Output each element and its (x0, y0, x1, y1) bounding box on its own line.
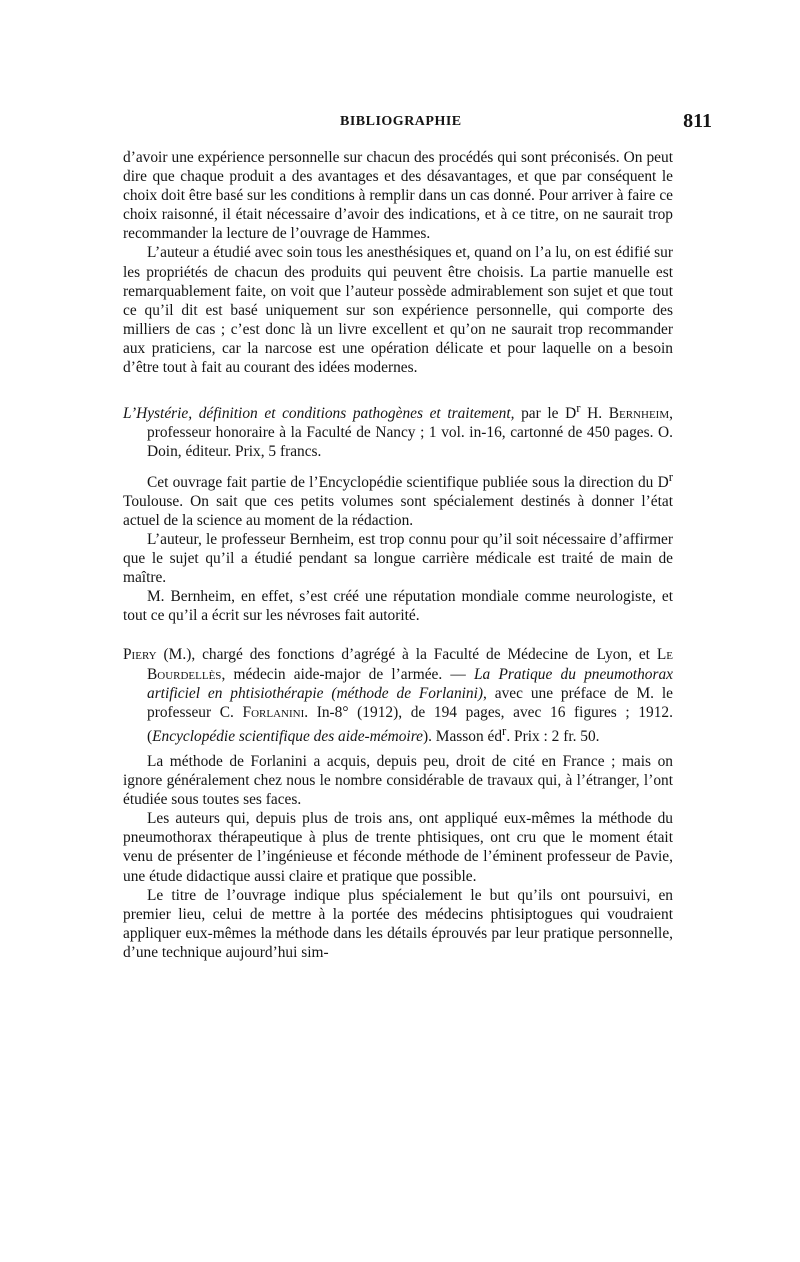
entry-text: par le D (514, 405, 577, 423)
entry-text: , avec une préface de M. le professeur C. (147, 684, 673, 721)
book-title: L’Hystérie, définition et conditions pathogènes et traitement, (123, 405, 515, 423)
author-name: Le Bourdellès (147, 646, 673, 683)
page-body (123, 148, 673, 962)
entry-text: , professeur honoraire à la Faculté de Nancy ; 1 vol. in-16, cartonné de 450 pages. O. Doin, éditeur. Prix, 5 francs. (147, 405, 673, 461)
author-name: Forlanini (242, 703, 305, 721)
bibliographic-entry-hysterie (123, 399, 673, 461)
entry-text: H. (580, 405, 609, 423)
author-name: Bernheim (608, 405, 670, 423)
entry-text: , médecin aide-major de l’armée. — (221, 665, 474, 683)
entry-text: . Prix : 2 fr. 50. (506, 727, 600, 745)
book-title: La Pratique du pneumothorax artificiel en phtisiothérapie (méthode de Forlanini) (147, 665, 673, 702)
section-gap (123, 377, 673, 399)
review-paragraph: L’auteur, le professeur Bernheim, est trop connu pour qu’il soit nécessaire d’affirmer que le sujet qu’il a étudié pendant sa longue carrière médicale est traité de main de maître. (123, 530, 673, 587)
page-number: 811 (683, 110, 712, 132)
review-paragraph: Les auteurs qui, depuis plus de trois ans, ont appliqué eux-mêmes la méthode du pneumothorax thérapeutique à plus de trente phtisiques, ont cru que le moment était venu de présenter de l’ingénieuse et féconde méthode de l’éminent professeur de Pavie, une étude didactique aussi claire et pratique que possible. (123, 810, 673, 885)
paragraph-text: Toulouse. On sait que ces petits volumes sont spécialement destinés à donner l’état actuel de la science au moment de la rédaction. (123, 492, 673, 529)
page-header (150, 110, 712, 136)
paragraph-text: Cet ouvrage fait partie de l’Encyclopédie scientifique publiée sous la direction du D (147, 473, 669, 491)
superscript: r (668, 469, 673, 484)
superscript: r (502, 723, 507, 738)
entry-text: (M.), chargé des fonctions d’agrégé à la Faculté de Médecine de Lyon, et (156, 646, 657, 664)
review-paragraph: Le titre de l’ouvrage indique plus spécialement le but qu’ils ont poursuivi, en premier lieu, celui de mettre à la portée des médecins phtisiptogues qui voudraient appliquer eux-mêmes la méthode dans les détails éprouvés par leur pratique personnelle, d’une technique aujourd’hui sim- (123, 886, 673, 961)
review-paragraph: L’auteur a étudié avec soin tous les anesthésiques et, quand on l’a lu, on est édifié sur les propriétés de chacun des produits qui peuvent être choisis. La partie manuelle est remarquablement faite, on voit que l’auteur possède admirablement son sujet et que tout ce qu’il dit est basé uniquement sur son expérience personnelle, qui comporte des milliers de cas ; c’est donc là un livre excellent et qu’on ne saurait trop recommander aux praticiens, car la narcose est une opération délicate et pour laquelle on a besoin d’être tout à fait au courant des idées modernes. (123, 244, 673, 377)
running-head: BIBLIOGRAPHIE (340, 114, 462, 129)
superscript: r (576, 401, 581, 416)
entry-text: . In-8° (1912), de 194 pages, avec 16 figures ; 1912. ( (147, 703, 673, 745)
section-gap (123, 625, 673, 645)
entry-text: ). Masson éd (422, 727, 503, 745)
review-paragraph-continued: d’avoir une expérience personnelle sur chacun des procédés qui sont préconisés. On peut dire que chaque produit a des avantages et des désavantages, et que par conséquent le choix doit être basé sur les conditions à remplir dans un cas donné. Pour arriver à faire ce choix raisonné, il était nécessaire d’avoir des indications, et à ce titre, on ne saurait trop recommander la lecture de l’ouvrage de Hammes. (123, 149, 673, 243)
series-title: Encyclopédie scientifique des aide-mémoire (152, 727, 423, 745)
review-paragraph: M. Bernheim, en effet, s’est créé une réputation mondiale comme neurologiste, et tout ce qu’il a écrit sur les névroses fait autorité. (123, 588, 673, 625)
bibliographic-entry-pneumothorax (123, 645, 673, 746)
author-name: Piery (123, 646, 157, 664)
review-paragraph (123, 468, 673, 530)
review-paragraph: La méthode de Forlanini a acquis, depuis peu, droit de cité en France ; mais on ignore généralement chez nous le nombre considérable de travaux qui, à l’étranger, l’ont étudiée sous toutes ses faces. (123, 753, 673, 809)
